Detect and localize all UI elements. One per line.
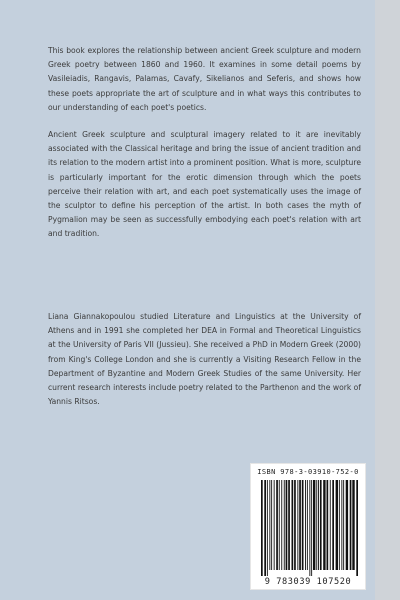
barcode-bar bbox=[318, 480, 319, 570]
barcode-bar bbox=[341, 480, 342, 570]
barcode-bar bbox=[302, 480, 304, 570]
barcode-bar bbox=[313, 480, 315, 570]
barcode-bar bbox=[356, 480, 358, 576]
barcode-bar bbox=[276, 480, 278, 570]
barcode-bar bbox=[343, 480, 344, 570]
barcode-bar bbox=[299, 480, 301, 570]
barcode-bar bbox=[286, 480, 288, 570]
barcode-bar bbox=[346, 480, 348, 570]
barcode-bar bbox=[339, 480, 340, 570]
barcode-bar bbox=[305, 480, 306, 570]
barcode-bar bbox=[281, 480, 282, 570]
barcode-bar bbox=[261, 480, 263, 576]
barcode-bar bbox=[274, 480, 275, 570]
barcode-bar bbox=[307, 480, 308, 570]
barcode-bar bbox=[292, 480, 294, 570]
isbn-label: ISBN 978-3-03910-752-0 bbox=[257, 468, 359, 476]
barcode-bar bbox=[288, 480, 290, 570]
barcode-bar bbox=[323, 480, 325, 570]
barcode-bar bbox=[279, 480, 280, 570]
barcode-bar bbox=[330, 480, 331, 570]
barcode-bar bbox=[320, 480, 322, 570]
barcode-bar bbox=[294, 480, 296, 570]
barcode-bar bbox=[327, 480, 329, 570]
barcode-bar bbox=[269, 480, 270, 570]
description-paragraph-1: This book explores the relationship between ancient Greek sculpture and modern Greek poetry between 1860 and 1960. It examines in some detail poems by Vasileiadis, Rangavis, Palamas, Cavafy, Sikelianos and Seferis, and shows how these poets appropriate the art of sculpture and in what ways this contributes to our understanding of each poet's poetics. bbox=[48, 46, 361, 112]
barcode-bar bbox=[309, 480, 310, 576]
barcode-bar bbox=[336, 480, 338, 570]
author-bio-paragraph: Liana Giannakopoulou studied Literature and Linguistics at the University of Athens and in 1991 she completed her DEA in Formal and Theoretical Linguistics at the University of Paris VII (Jussieu). She received a PhD in Modern Greek (2000) from King's College London and she is currently a Visiting Research Fellow in the Department of Byzantine and Modern Greek Studies of the same University. Her current research interests include poetry related to the Parthenon and the work of Yannis Ritsos. bbox=[48, 312, 361, 407]
description-paragraph-2: Ancient Greek sculpture and sculptural imagery related to it are inevitably associated with the Classical heritage and bring the issue of ancient tradition and its relation to the modern artist into a prominent position. What is more, sculpture is particularly important for the erotic dimension through which the poets perceive their relation with art, and each poet systematically uses the image of the sculptor to define his perception of the artist. In both cases the myth of Pygmalion may be seen as successfully embodying each poet's relation with art and tradition. bbox=[48, 130, 361, 239]
ean-digits: 9 783039 107520 bbox=[264, 577, 352, 587]
barcode-bar bbox=[271, 480, 272, 570]
barcode-bar bbox=[350, 480, 352, 570]
barcode-bar bbox=[352, 480, 354, 570]
barcode-block bbox=[250, 463, 366, 590]
barcode-bar bbox=[297, 480, 298, 570]
barcode-bar bbox=[264, 480, 266, 576]
barcode-bar bbox=[311, 480, 312, 576]
barcode-bar bbox=[332, 480, 334, 570]
barcode-bar bbox=[316, 480, 317, 570]
barcode-bars bbox=[260, 480, 360, 576]
barcode-bar bbox=[284, 480, 285, 570]
barcode-bar bbox=[267, 480, 268, 576]
